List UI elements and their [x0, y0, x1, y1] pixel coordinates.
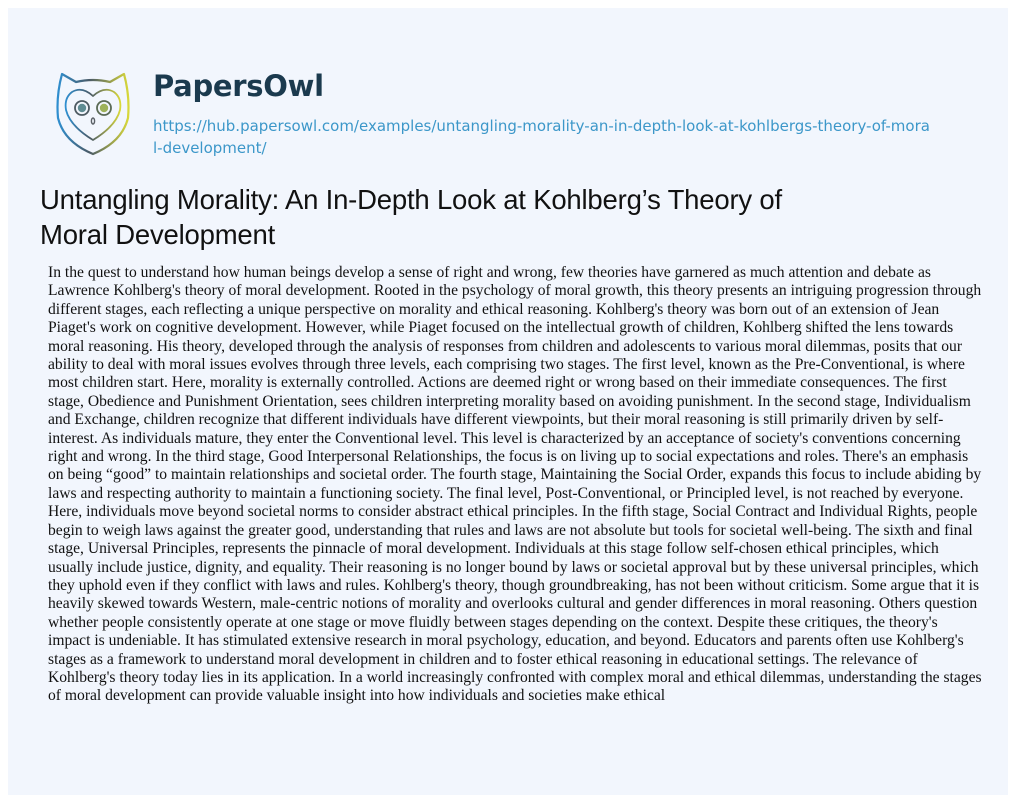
document-page	[8, 8, 1008, 795]
brand-name: PapersOwl	[153, 69, 324, 103]
owl-logo-icon	[52, 66, 134, 158]
header	[8, 8, 1008, 178]
document-title: Untangling Morality: An In-Depth Look at Kohlberg’s Theory of Moral Development	[40, 184, 782, 250]
source-url-link[interactable]: https://hub.papersowl.com/examples/untangling-morality-an-in-depth-look-at-kohlbergs-theory-of-moral-development/	[153, 117, 930, 157]
document-body-text: In the quest to understand how human beings develop a sense of right and wrong, few theories have garnered as much attention and debate as Lawrence Kohlberg's theory of moral development. Rooted in the psychology of moral growth, this theory presents an intriguing progression through different stages, each reflecting a unique perspective on morality and ethical reasoning. Kohlberg's theory was born out of an extension of Jean Piaget's work on cognitive development. However, while Piaget focused on the intellectual growth of children, Kohlberg shifted the lens towards moral reasoning. His theory, developed through the analysis of responses from children and adolescents to various moral dilemmas, posits that our ability to deal with moral issues evolves through three levels, each comprising two stages. The first level, known as the Pre-Conventional, is where most children start. Here, morality is externally controlled. Actions are deemed right or wrong based on their immediate consequences. The first stage, Obedience and Punishment Orientation, sees children interpreting morality based on avoiding punishment. In the second stage, Individualism and Exchange, children recognize that different individuals have different viewpoints, but their moral reasoning is still primarily driven by self-interest. As individuals mature, they enter the Conventional level. This level is characterized by an acceptance of society's conventions concerning right and wrong. In the third stage, Good Interpersonal Relationships, the focus is on living up to social expectations and roles. There's an emphasis on being “good” to maintain relationships and societal order. The fourth stage, Maintaining the Social Order, expands this focus to include abiding by laws and respecting authority to maintain a functioning society. The final level, Post-Conventional, or Principled level, is not reached by everyone. Here, individuals move beyond societal norms to consider abstract ethical principles. In the fifth stage, Social Contract and Individual Rights, people begin to weigh laws against the greater good, understanding that rules and laws are not absolute but tools for societal well-being. The sixth and final stage, Universal Principles, represents the pinnacle of moral development. Individuals at this stage follow self-chosen ethical principles, which usually include justice, dignity, and equality. Their reasoning is no longer bound by laws or societal approval but by these universal principles, which they uphold even if they conflict with laws and rules. Kohlberg's theory, though groundbreaking, has not been without criticism. Some argue that it is heavily skewed towards Western, male-centric notions of morality and overlooks cultural and gender differences in moral reasoning. Others question whether people consistently operate at one stage or move fluidly between stages depending on the context. Despite these critiques, the theory's impact is undeniable. It has stimulated extensive research in moral psychology, education, and beyond. Educators and parents often use Kohlberg's stages as a framework to understand moral development in children and to foster ethical reasoning in educational settings. The relevance of Kohlberg's theory today lies in its application. In a world increasingly confronted with complex moral and ethical dilemmas, understanding the stages of moral development can provide valuable insight into how individuals and societies make ethical	[48, 264, 982, 705]
